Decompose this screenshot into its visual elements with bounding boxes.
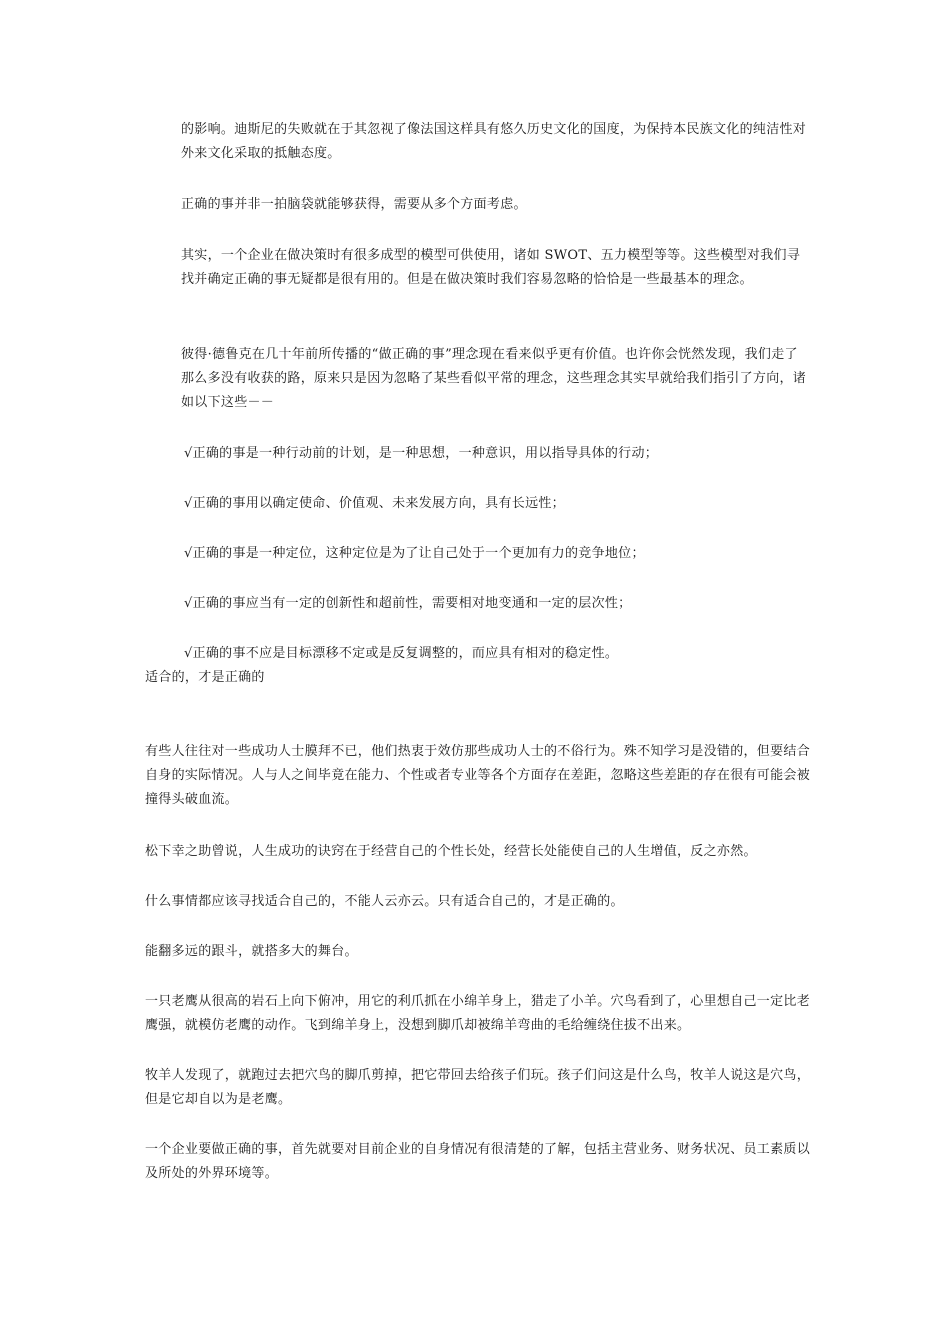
- paragraph-disney-failure: 的影响。迪斯尼的失败就在于其忽视了像法国这样具有悠久历史文化的国度，为保持本民族文化的纯洁性对外来文化采取的抵触态度。: [181, 122, 807, 161]
- paragraph-shepherd: 牧羊人发现了，就跑过去把穴鸟的脚爪剪掉，把它带回去给孩子们玩。孩子们问这是什么鸟，牧羊人说这是穴鸟，但是它却自以为是老鹰。: [145, 1068, 811, 1107]
- paragraph-eagle-story: 一只老鹰从很高的岩石上向下俯冲，用它的利爪抓在小绵羊身上，猎走了小羊。穴鸟看到了，心里想自己一定比老鹰强，就模仿老鹰的动作。飞到绵羊身上，没想到脚爪却被绵羊弯曲的毛给缠绕住拔不出来。: [145, 994, 811, 1033]
- checklist-item: √正确的事是一种定位，这种定位是为了让自己处于一个更加有力的竞争地位；: [184, 546, 645, 561]
- paragraph-stage: 能翻多远的跟斗，就搭多大的舞台。: [145, 944, 358, 959]
- checklist-item: √正确的事应当有一定的创新性和超前性，需要相对地变通和一定的层次性；: [184, 596, 632, 611]
- paragraph-multiple-aspects: 正确的事并非一拍脑袋就能够获得，需要从多个方面考虑。: [181, 197, 527, 212]
- checklist-item: √正确的事不应是目标漂移不定或是反复调整的，而应具有相对的稳定性。: [184, 646, 619, 661]
- paragraph-decision-models: 其实，一个企业在做决策时有很多成型的模型可供使用，诸如 SWOT、五力模型等等。这些模型对我们寻找并确定正确的事无疑都是很有用的。但是在做决策时我们容易忽略的恰恰是一些最基本的理念。: [181, 248, 801, 287]
- checklist-item: √正确的事用以确定使命、价值观、未来发展方向，具有长远性；: [184, 496, 565, 511]
- paragraph-imitation: 有些人往往对一些成功人士膜拜不已，他们热衷于效仿那些成功人士的不俗行为。殊不知学习是没错的，但要结合自身的实际情况。人与人之间毕竟在能力、个性或者专业等各个方面存在差距，忽略这些差距的存在很有可能会被撞得头破血流。: [145, 744, 811, 807]
- checklist-item: √正确的事是一种行动前的计划，是一种思想，一种意识，用以指导具体的行动；: [184, 446, 659, 461]
- section-heading: 适合的，才是正确的: [145, 670, 265, 685]
- paragraph-drucker: 彼得·德鲁克在几十年前所传播的“做正确的事”理念现在看来似乎更有价值。也许你会恍然发现，我们走了那么多没有收获的路，原来只是因为忽略了某些看似平常的理念，这些理念其实早就给我们指引了方向，诸如以下这些－－: [181, 347, 807, 410]
- paragraph-matsushita: 松下幸之助曾说，人生成功的诀窍在于经营自己的个性长处，经营长处能使自己的人生增值，反之亦然。: [145, 844, 757, 859]
- paragraph-suit-yourself: 什么事情都应该寻找适合自己的，不能人云亦云。只有适合自己的，才是正确的。: [145, 894, 624, 909]
- paragraph-enterprise: 一个企业要做正确的事，首先就要对目前企业的自身情况有很清楚的了解，包括主营业务、财务状况、员工素质以及所处的外界环境等。: [145, 1142, 811, 1181]
